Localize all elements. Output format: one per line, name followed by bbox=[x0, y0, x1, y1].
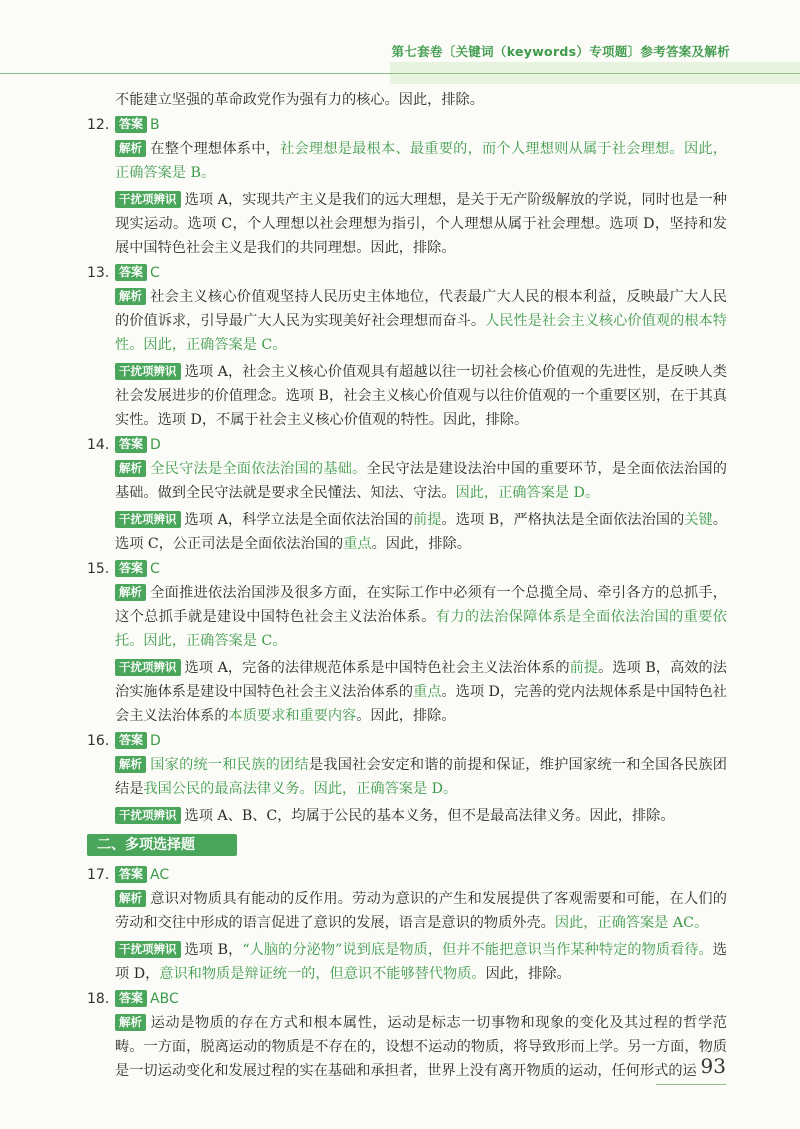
analysis-tag: 解析 bbox=[115, 756, 146, 773]
answer-tag: 答案 bbox=[115, 436, 147, 453]
analysis-conclusion: 因此，正确答案是 D。 bbox=[455, 485, 600, 501]
distractor-text: 因此，排除。 bbox=[485, 966, 571, 982]
distractor-text: 选项 D， bbox=[115, 942, 727, 982]
answer-value: ABC bbox=[150, 990, 179, 1007]
answer-value: AC bbox=[150, 866, 170, 883]
analysis-text: 社会主义核心价值观坚持人民历史主体地位，代表最广大人民的根本利益，反映最广大人民的价值诉求，引导最广大人民为实现美好社会理想而奋斗。 bbox=[115, 289, 727, 329]
question-14-analysis bbox=[115, 457, 727, 505]
answer-value: D bbox=[150, 436, 161, 453]
answer-value: C bbox=[150, 264, 160, 281]
answer-tag: 答案 bbox=[115, 990, 147, 1007]
keyword-highlight: 前提 bbox=[412, 512, 442, 528]
answer-value: B bbox=[150, 116, 160, 133]
analysis-conclusion: 我国公民的最高法律义务。因此，正确答案是 D。 bbox=[143, 781, 458, 797]
answer-tag: 答案 bbox=[115, 732, 147, 749]
question-17-distractor bbox=[115, 938, 727, 986]
answer-tag: 答案 bbox=[115, 866, 147, 883]
keyword-highlight: 本质要求和重要内容 bbox=[228, 708, 357, 724]
analysis-tag: 解析 bbox=[115, 288, 146, 305]
question-16-answer bbox=[87, 728, 727, 753]
distractor-text: 。选项 D，完善的党内法规体系是中国特色社会主义法治体系的 bbox=[115, 684, 727, 724]
running-header: 第七套卷〔关键词（keywords）专项题〕参考答案及解析 bbox=[391, 44, 730, 59]
question-14-answer bbox=[87, 432, 727, 457]
distractor-text: 。选项 B，高效的法治实施体系是建设中国特色社会主义法治体系的 bbox=[115, 660, 727, 700]
keyword-highlight: 重点 bbox=[413, 684, 442, 700]
analysis-highlight: 有力的法治保障体系是全面依法治国的重要依托。因此，正确答案是 C。 bbox=[115, 609, 727, 649]
answer-value: D bbox=[150, 732, 161, 749]
intro-text: 不能建立坚强的革命政党作为强有力的核心。因此，排除。 bbox=[115, 92, 484, 108]
question-16-distractor bbox=[115, 804, 727, 828]
distractor-text: 选项 A，科学立法是全面依法治国的 bbox=[184, 512, 413, 528]
distractor-tag: 干扰项辨识 bbox=[115, 941, 181, 958]
analysis-tag: 解析 bbox=[115, 1014, 146, 1031]
question-number: 12. bbox=[87, 116, 110, 133]
answer-value: C bbox=[150, 560, 160, 577]
analysis-text: 意识对物质具有能动的反作用。劳动为意识的产生和发展提供了客观需要和可能，在人们的劳动和交往中形成的语言促进了意识的发展，语言是意识的物质外壳。 bbox=[115, 891, 727, 931]
analysis-highlight: 国家的统一和民族的团结 bbox=[150, 757, 309, 773]
keyword-highlight: 重点 bbox=[343, 536, 372, 552]
distractor-text: 选项 A、B、C，均属于公民的基本义务，但不是最高法律义务。因此，排除。 bbox=[184, 808, 675, 824]
distractor-text: 。因此，排除。 bbox=[356, 708, 456, 724]
analysis-text: 全面推进依法治国涉及很多方面，在实际工作中必须有一个总揽全局、牵引各方的总抓手，这个总抓手就是建设中国特色社会主义法治体系。 bbox=[115, 585, 727, 625]
question-18-answer bbox=[87, 986, 727, 1011]
distractor-text: 选项 A，社会主义核心价值观具有超越以往一切社会核心价值观的先进性，是反映人类社会发展进步的价值理念。选项 B，社会主义核心价值观与以往价值观的一个重要区别，在于其真实性。选项 D，不属于社会主义核心价值观的特性。因此，排除。 bbox=[115, 364, 727, 428]
answer-tag: 答案 bbox=[115, 116, 147, 133]
question-13-distractor bbox=[115, 360, 727, 432]
analysis-highlight: 全民守法是全面依法治国的基础。 bbox=[150, 461, 367, 477]
analysis-highlight: 人民性是社会主义核心价值观的根本特性。因此，正确答案是 C。 bbox=[115, 313, 727, 353]
page-content bbox=[87, 88, 727, 1083]
distractor-text: 选项 A，实现共产主义是我们的远大理想，是关于无产阶级解放的学说，同时也是一种现实运动。选项 C，个人理想以社会理想为指引，个人理想从属于社会理想。选项 D，坚持和发展中国特色社会主义是我们的共同理想。因此，排除。 bbox=[115, 192, 727, 256]
distractor-text: 。因此，排除。 bbox=[371, 536, 471, 552]
distractor-tag: 干扰项辨识 bbox=[115, 511, 181, 528]
distractor-text: 选项 A，完备的法律规范体系是中国特色社会主义法治体系的 bbox=[184, 660, 570, 676]
page-number-rule bbox=[656, 1084, 726, 1085]
question-13-analysis bbox=[115, 285, 727, 357]
section-heading: 二、多项选择题 bbox=[87, 834, 237, 856]
answer-tag: 答案 bbox=[115, 560, 147, 577]
analysis-text: 在整个理想体系中， bbox=[150, 141, 281, 157]
analysis-text: 是我国社会安定和谐的前提和保证，维护国家统一和全国各民族团结是 bbox=[115, 757, 727, 797]
distractor-text: 。选项 C，公正司法是全面依法治国的 bbox=[115, 512, 727, 552]
question-12-answer bbox=[87, 112, 727, 137]
analysis-conclusion: 因此，正确答案是 AC。 bbox=[554, 915, 709, 931]
keyword-highlight: 前提 bbox=[569, 660, 599, 676]
analysis-tag: 解析 bbox=[115, 140, 146, 157]
distractor-tag: 干扰项辨识 bbox=[115, 363, 181, 380]
keyword-highlight: “人脑的分泌物”说到底是物质，但并不能把意识当作某种特定的物质看待。 bbox=[242, 942, 713, 958]
question-number: 15. bbox=[87, 560, 110, 577]
distractor-tag: 干扰项辨识 bbox=[115, 191, 181, 208]
question-16-analysis bbox=[115, 753, 727, 801]
question-number: 14. bbox=[87, 436, 110, 453]
distractor-tag: 干扰项辨识 bbox=[115, 807, 181, 824]
question-18-analysis bbox=[115, 1011, 727, 1083]
question-12-distractor bbox=[115, 188, 727, 260]
distractor-tag: 干扰项辨识 bbox=[115, 659, 181, 676]
keyword-highlight: 关键 bbox=[684, 512, 713, 528]
distractor-text: 。选项 B，严格执法是全面依法治国的 bbox=[441, 512, 685, 528]
distractor-text: 选项 B， bbox=[184, 942, 243, 958]
analysis-tag: 解析 bbox=[115, 584, 146, 601]
question-15-answer bbox=[87, 556, 727, 581]
answer-tag: 答案 bbox=[115, 264, 147, 281]
question-17-answer bbox=[87, 862, 727, 887]
analysis-tag: 解析 bbox=[115, 890, 146, 907]
question-15-distractor bbox=[115, 656, 727, 728]
question-15-analysis bbox=[115, 581, 727, 653]
question-number: 17. bbox=[87, 866, 110, 883]
analysis-tag: 解析 bbox=[115, 460, 146, 477]
header-rule bbox=[0, 73, 800, 74]
question-12-analysis bbox=[115, 137, 727, 185]
page-number: 93 bbox=[700, 1054, 726, 1078]
analysis-text: 全民守法是建设法治中国的重要环节，是全面依法治国的基础。做到全民守法就是要求全民懂法、知法、守法。 bbox=[115, 461, 727, 501]
question-number: 16. bbox=[87, 732, 110, 749]
analysis-highlight: 社会理想是最根本、最重要的，而个人理想则从属于社会理想。因此，正确答案是 B。 bbox=[115, 141, 727, 181]
question-17-analysis bbox=[115, 887, 727, 935]
keyword-highlight: 意识和物质是辩证统一的，但意识不能够替代物质。 bbox=[159, 966, 486, 982]
question-13-answer bbox=[87, 260, 727, 285]
question-14-distractor bbox=[115, 508, 727, 556]
question-number: 13. bbox=[87, 264, 110, 281]
analysis-text: 运动是物质的存在方式和根本属性，运动是标志一切事物和现象的变化及其过程的哲学范畴。一方面，脱离运动的物质是不存在的，设想不运动的物质，将导致形而上学。另一方面，物质是一切运动变化和发展过程的实在基础和承担者，世界上没有离开物质的运动，任何形式的运 bbox=[115, 1015, 727, 1079]
question-number: 18. bbox=[87, 990, 110, 1007]
